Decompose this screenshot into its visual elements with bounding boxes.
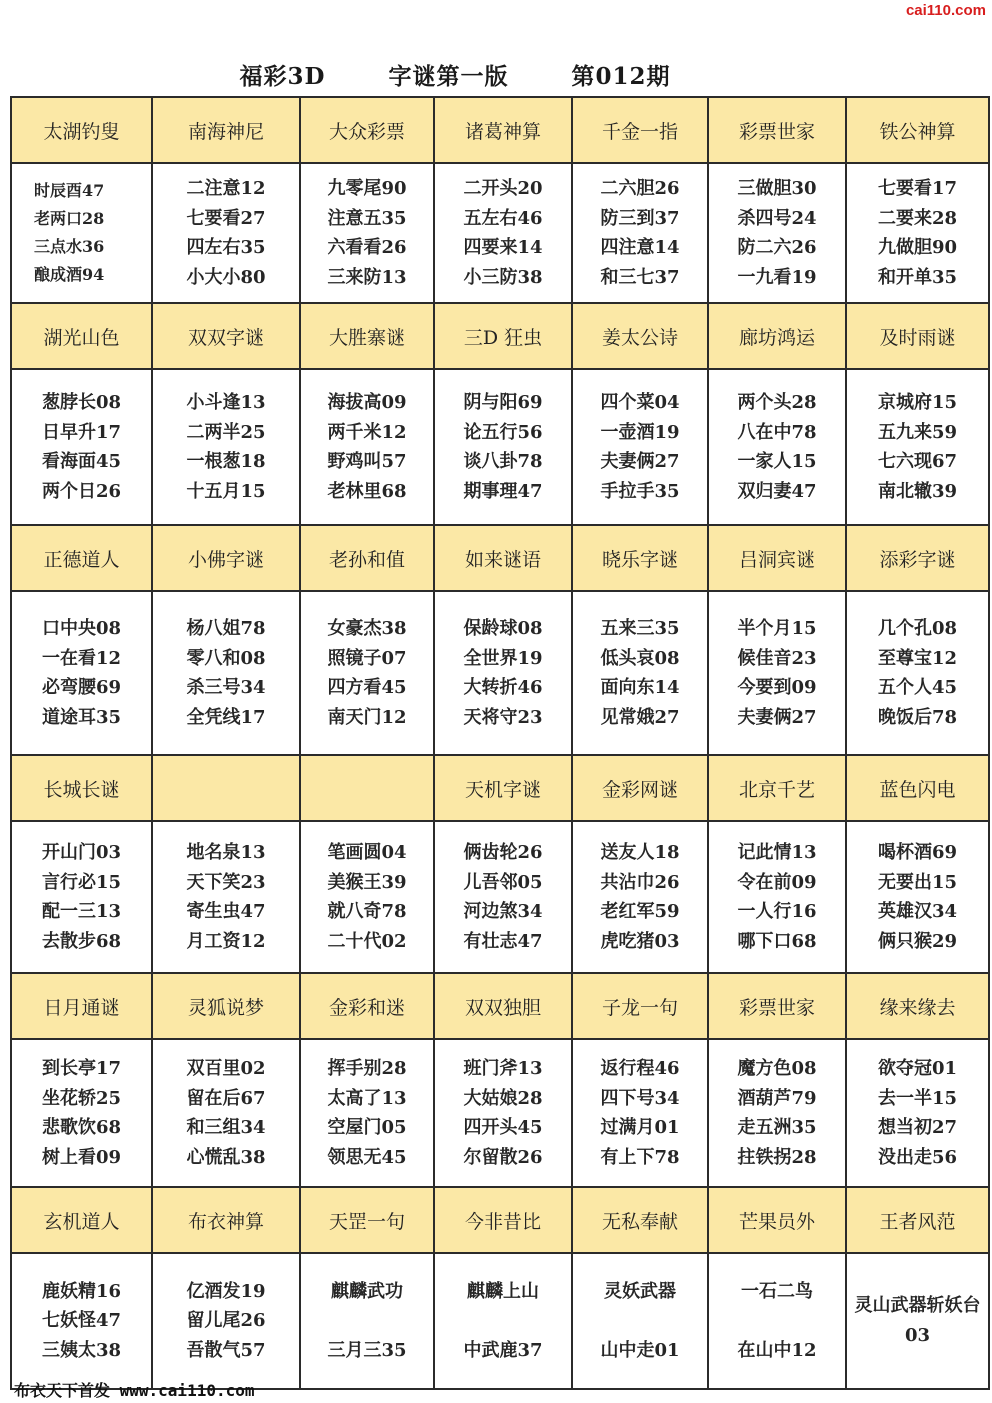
riddle-cell: [152, 369, 300, 525]
riddle-line: 二开头20: [463, 178, 543, 199]
riddle-line: 悲歌饮68: [41, 1117, 122, 1138]
riddle-line: 小三防38: [463, 266, 543, 288]
column-header: 添彩字谜: [846, 525, 989, 591]
riddle-line: 五个人45: [877, 677, 958, 698]
site-logo: cai110.com: [905, 2, 986, 19]
column-header: 缘来缘去: [846, 973, 989, 1039]
column-header: 蓝色闪电: [846, 755, 989, 821]
riddle-line: 灵妖武器: [604, 1280, 676, 1302]
riddle-line: 杨八姐78: [186, 618, 266, 639]
riddle-line: 注意五35: [327, 207, 407, 229]
riddle-line: 南天门12: [327, 706, 407, 728]
riddle-cell: [11, 821, 152, 973]
riddle-cell: [300, 163, 434, 303]
column-header: 日月通谜: [11, 973, 152, 1039]
riddle-line: 杀四号24: [737, 207, 817, 229]
riddle-cell: [300, 369, 434, 525]
riddle-cell: [846, 163, 989, 303]
column-header: 老孙和值: [300, 525, 434, 591]
column-header: 正德道人: [11, 525, 152, 591]
riddle-line: 今要到09: [737, 677, 817, 698]
column-header: 布衣神算: [152, 1187, 300, 1253]
header-row: [11, 303, 989, 369]
riddle-line: 九零尾90: [327, 178, 407, 199]
riddle-line: 五来三35: [600, 618, 680, 639]
riddle-line: 夫妻俩27: [600, 451, 680, 472]
riddle-line: 三月三35: [327, 1340, 407, 1361]
riddle-line: 防二六26: [737, 237, 817, 258]
riddle-line: 老林里68: [327, 480, 407, 502]
riddle-line: 杀三号34: [186, 677, 266, 698]
riddle-cell: [300, 591, 434, 755]
riddle-line: 二注意12: [186, 178, 266, 199]
riddle-line: 七妖怪47: [41, 1310, 122, 1332]
riddle-line: 老红军59: [600, 901, 680, 922]
column-header: 大胜寨谜: [300, 303, 434, 369]
riddle-line: 开山门03: [41, 842, 122, 863]
riddle-line: 领思无45: [327, 1146, 407, 1168]
riddle-line: 一石二鸟: [741, 1280, 813, 1302]
riddle-table: [10, 96, 990, 1390]
column-header: 今非昔比: [434, 1187, 572, 1253]
riddle-cell: [846, 1253, 989, 1389]
riddle-line: 四开头45: [463, 1117, 543, 1138]
riddle-line: 欲夺冠01: [877, 1058, 958, 1079]
riddle-cell: [846, 821, 989, 973]
riddle-line: 酒葫芦79: [737, 1087, 817, 1109]
riddle-cell: [434, 1039, 572, 1187]
riddle-line: 酿成酒94: [34, 265, 105, 284]
riddle-line: 时辰酉47: [34, 181, 105, 200]
riddle-line: 儿吾邻05: [463, 871, 543, 893]
riddle-line: 中武鹿37: [463, 1340, 543, 1361]
riddle-line: 想当初27: [877, 1117, 958, 1138]
riddle-line: 一九看19: [737, 266, 817, 288]
riddle-line: 看海面45: [41, 451, 122, 472]
header-row: [11, 973, 989, 1039]
blank-line: [573, 1306, 707, 1336]
riddle-cell: [434, 163, 572, 303]
riddle-cell: [152, 1039, 300, 1187]
riddle-cell: [572, 591, 708, 755]
riddle-line: 返行程46: [600, 1058, 680, 1079]
riddle-cell: [572, 163, 708, 303]
column-header: 北京千艺: [708, 755, 846, 821]
riddle-row: [11, 1253, 989, 1389]
riddle-cell: [152, 1253, 300, 1389]
riddle-line: 几个孔08: [877, 618, 958, 639]
riddle-line: 低头哀08: [600, 647, 680, 669]
riddle-line: 一根葱18: [186, 451, 266, 472]
riddle-line: 两个日26: [41, 480, 122, 502]
riddle-line: 小斗逢13: [186, 392, 266, 413]
riddle-line: 五九来59: [877, 421, 958, 443]
riddle-cell: [708, 591, 846, 755]
riddle-line: 送友人18: [600, 842, 680, 863]
riddle-line: 三姨太38: [41, 1339, 122, 1361]
column-header: 湖光山色: [11, 303, 152, 369]
riddle-line: 全凭线17: [186, 706, 266, 728]
riddle-line: 三点水36: [34, 237, 105, 256]
riddle-line: 坐花轿25: [41, 1087, 122, 1109]
riddle-cell: [708, 369, 846, 525]
riddle-line: 笔画圆04: [327, 842, 407, 863]
riddle-line: 四注意14: [600, 237, 680, 258]
riddle-line: 天将守23: [463, 706, 543, 728]
riddle-line: 天下笑23: [186, 871, 266, 893]
riddle-line: 大转折46: [463, 677, 543, 698]
header-row: [11, 755, 989, 821]
riddle-line: 海拔高09: [327, 392, 407, 413]
riddle-line: 小大小80: [186, 266, 266, 288]
riddle-row: [11, 591, 989, 755]
blank-line: [301, 1306, 433, 1336]
riddle-line: 空屋门05: [327, 1117, 407, 1138]
riddle-line: 英雄汉34: [877, 901, 958, 922]
riddle-line: 树上看09: [41, 1146, 122, 1168]
riddle-line: 二十代02: [327, 930, 407, 952]
riddle-line: 麒麟上山: [467, 1280, 539, 1302]
riddle-line: 野鸡叫57: [327, 451, 407, 472]
riddle-line: 班门斧13: [463, 1058, 543, 1079]
header-row: [11, 97, 989, 163]
column-header: 姜太公诗: [572, 303, 708, 369]
riddle-line: 女豪杰38: [327, 618, 407, 639]
riddle-cell: [572, 821, 708, 973]
riddle-line: 至尊宝12: [877, 647, 958, 669]
riddle-line: 没出走56: [877, 1146, 958, 1168]
riddle-line: 共沾巾26: [600, 871, 680, 893]
riddle-line: 三做胆30: [737, 178, 817, 199]
riddle-line: 双百里02: [186, 1058, 266, 1079]
column-header: 金彩和迷: [300, 973, 434, 1039]
riddle-line: 九做胆90: [877, 237, 958, 258]
riddle-line: 有壮志47: [463, 930, 543, 952]
riddle-line: 地名泉13: [186, 842, 266, 863]
riddle-cell: [11, 163, 152, 303]
riddle-line: 留在后67: [186, 1087, 266, 1109]
riddle-cell: [152, 591, 300, 755]
riddle-cell: [708, 1039, 846, 1187]
column-header: 双双独胆: [434, 973, 572, 1039]
riddle-line: 一家人15: [737, 451, 817, 472]
riddle-cell: [434, 1253, 572, 1389]
riddle-line: 七要看27: [186, 207, 266, 229]
riddle-cell: [11, 1039, 152, 1187]
riddle-line: 面向东14: [600, 677, 680, 698]
riddle-line: 七要看17: [877, 178, 958, 199]
column-header: 诸葛神算: [434, 97, 572, 163]
column-header: 三D 狂虫: [434, 303, 572, 369]
riddle-line: 道途耳35: [41, 706, 122, 728]
riddle-line: 寄生虫47: [186, 901, 266, 922]
riddle-line: 谈八卦78: [463, 451, 543, 472]
riddle-line: 全世界19: [463, 647, 543, 669]
riddle-line: 口中央08: [41, 618, 122, 639]
riddle-line: 零八和08: [186, 647, 266, 669]
riddle-line: 灵山武器斩妖台03: [854, 1295, 981, 1346]
riddle-line: 五左右46: [463, 207, 543, 229]
riddle-line: 去散步68: [41, 930, 122, 952]
riddle-line: 四下号34: [600, 1087, 680, 1109]
riddle-line: 南北辙39: [877, 480, 958, 502]
riddle-line: 虎吃猪03: [600, 930, 680, 952]
column-header: 彩票世家: [708, 973, 846, 1039]
riddle-cell: [846, 591, 989, 755]
riddle-line: 俩齿轮26: [463, 842, 543, 863]
riddle-cell: [846, 1039, 989, 1187]
riddle-line: 一人行16: [737, 901, 817, 922]
riddle-line: 心慌乱38: [186, 1146, 266, 1168]
riddle-cell: [434, 369, 572, 525]
riddle-line: 四左右35: [186, 237, 266, 258]
riddle-line: 哪下口68: [737, 930, 817, 952]
riddle-line: 言行必15: [41, 871, 122, 893]
riddle-cell: [572, 1039, 708, 1187]
riddle-line: 喝杯酒69: [877, 842, 958, 863]
riddle-line: 半个月15: [737, 618, 817, 639]
riddle-line: 美猴王39: [327, 871, 407, 893]
header-row: [11, 525, 989, 591]
riddle-cell: [300, 1039, 434, 1187]
riddle-line: 候佳音23: [737, 647, 817, 669]
column-header: 子龙一句: [572, 973, 708, 1039]
riddle-cell: [708, 163, 846, 303]
riddle-line: 手拉手35: [600, 480, 680, 502]
column-header: 长城长谜: [11, 755, 152, 821]
riddle-cell: [152, 163, 300, 303]
column-header: 芒果员外: [708, 1187, 846, 1253]
riddle-line: 双归妻47: [737, 480, 817, 502]
riddle-line: 一在看12: [41, 647, 122, 669]
column-header: 吕洞宾谜: [708, 525, 846, 591]
riddle-line: 二两半25: [186, 421, 266, 443]
riddle-line: 河边煞34: [463, 901, 543, 922]
riddle-cell: [708, 821, 846, 973]
riddle-line: 两千米12: [327, 421, 407, 443]
riddle-cell: [300, 1253, 434, 1389]
riddle-cell: [434, 591, 572, 755]
riddle-line: 两个头28: [737, 392, 817, 413]
column-header: 金彩网谜: [572, 755, 708, 821]
column-header: 铁公神算: [846, 97, 989, 163]
blank-line: [435, 1306, 571, 1336]
riddle-cell: [300, 821, 434, 973]
riddle-line: 在山中12: [737, 1340, 817, 1361]
riddle-line: 无要出15: [877, 871, 958, 893]
riddle-line: 记此情13: [737, 842, 817, 863]
riddle-line: 和三七37: [600, 266, 680, 288]
riddle-line: 四要来14: [463, 237, 543, 258]
column-header: 双双字谜: [152, 303, 300, 369]
column-header: 无私奉献: [572, 1187, 708, 1253]
riddle-line: 四方看45: [327, 677, 407, 698]
riddle-line: 保龄球08: [463, 618, 543, 639]
riddle-line: 太高了13: [327, 1087, 407, 1109]
riddle-line: 俩只猴29: [877, 930, 958, 952]
riddle-line: 晚饭后78: [877, 706, 958, 728]
riddle-cell: [152, 821, 300, 973]
riddle-line: 见常娥27: [600, 706, 680, 728]
column-header: 如来谜语: [434, 525, 572, 591]
footer-text: 布衣天下首发 www.cai110.com: [14, 1381, 255, 1400]
riddle-line: 令在前09: [737, 871, 817, 893]
riddle-line: 六看看26: [327, 237, 407, 258]
page-title: 福彩3D 字谜第一版 第012期: [239, 63, 671, 90]
riddle-row: [11, 369, 989, 525]
riddle-line: 月工资12: [186, 930, 266, 952]
riddle-line: 二要来28: [877, 207, 958, 229]
riddle-line: 京城府15: [877, 392, 958, 413]
riddle-line: 走五洲35: [737, 1117, 817, 1138]
column-header: 大众彩票: [300, 97, 434, 163]
column-header: 天罡一句: [300, 1187, 434, 1253]
column-header: 灵狐说梦: [152, 973, 300, 1039]
blank-line: [709, 1306, 845, 1336]
riddle-cell: [11, 1253, 152, 1389]
riddle-line: 魔方色08: [737, 1058, 817, 1079]
riddle-line: 七六现67: [877, 451, 958, 472]
column-header: [152, 755, 300, 821]
riddle-cell: [846, 369, 989, 525]
column-header: 玄机道人: [11, 1187, 152, 1253]
riddle-line: 照镜子07: [327, 647, 407, 669]
column-header: 彩票世家: [708, 97, 846, 163]
riddle-line: 挥手别28: [327, 1058, 407, 1079]
riddle-row: [11, 821, 989, 973]
column-header: 太湖钓叟: [11, 97, 152, 163]
riddle-row: [11, 1039, 989, 1187]
riddle-line: 山中走01: [600, 1340, 680, 1361]
riddle-line: 拄铁拐28: [737, 1146, 817, 1168]
riddle-line: 一壶酒19: [600, 421, 680, 443]
riddle-line: 必弯腰69: [41, 677, 122, 698]
riddle-row: [11, 163, 989, 303]
column-header: 天机字谜: [434, 755, 572, 821]
riddle-line: 老两口28: [34, 209, 105, 228]
column-header: 小佛字谜: [152, 525, 300, 591]
riddle-cell: [11, 591, 152, 755]
riddle-line: 阴与阳69: [463, 392, 543, 413]
riddle-line: 留儿尾26: [186, 1310, 266, 1332]
column-header: [300, 755, 434, 821]
riddle-line: 期事理47: [463, 480, 543, 502]
riddle-line: 三来防13: [327, 266, 407, 288]
riddle-line: 葱脖长08: [41, 392, 122, 413]
riddle-line: 十五月15: [186, 480, 266, 502]
riddle-line: 四个菜04: [600, 392, 680, 413]
column-header: 廊坊鸿运: [708, 303, 846, 369]
riddle-line: 尔留散26: [463, 1146, 543, 1168]
riddle-line: 麒麟武功: [331, 1280, 403, 1302]
riddle-line: 过满月01: [600, 1117, 680, 1138]
riddle-line: 二六胆26: [600, 178, 680, 199]
riddle-line: 夫妻俩27: [737, 706, 817, 728]
riddle-line: 和开单35: [877, 266, 958, 288]
riddle-line: 到长亭17: [41, 1058, 122, 1079]
header-row: [11, 1187, 989, 1253]
riddle-line: 防三到37: [600, 207, 680, 229]
riddle-line: 日早升17: [41, 421, 122, 443]
riddle-line: 论五行56: [463, 421, 543, 443]
riddle-line: 吾散气57: [186, 1339, 266, 1361]
riddle-cell: [572, 1253, 708, 1389]
column-header: 王者风范: [846, 1187, 989, 1253]
riddle-line: 和三组34: [186, 1117, 266, 1138]
riddle-cell: [11, 369, 152, 525]
column-header: 晓乐字谜: [572, 525, 708, 591]
column-header: 及时雨谜: [846, 303, 989, 369]
riddle-cell: [434, 821, 572, 973]
riddle-line: 亿酒发19: [186, 1280, 266, 1302]
riddle-line: 配一三13: [41, 901, 122, 922]
riddle-line: 有上下78: [600, 1146, 680, 1168]
riddle-cell: [572, 369, 708, 525]
riddle-line: 去一半15: [877, 1087, 958, 1109]
column-header: 南海神尼: [152, 97, 300, 163]
riddle-line: 就八奇78: [327, 901, 407, 922]
riddle-line: 鹿妖精16: [41, 1280, 122, 1302]
riddle-cell: [708, 1253, 846, 1389]
riddle-line: 八在中78: [737, 421, 817, 443]
column-header: 千金一指: [572, 97, 708, 163]
riddle-line: 大姑娘28: [463, 1087, 543, 1109]
